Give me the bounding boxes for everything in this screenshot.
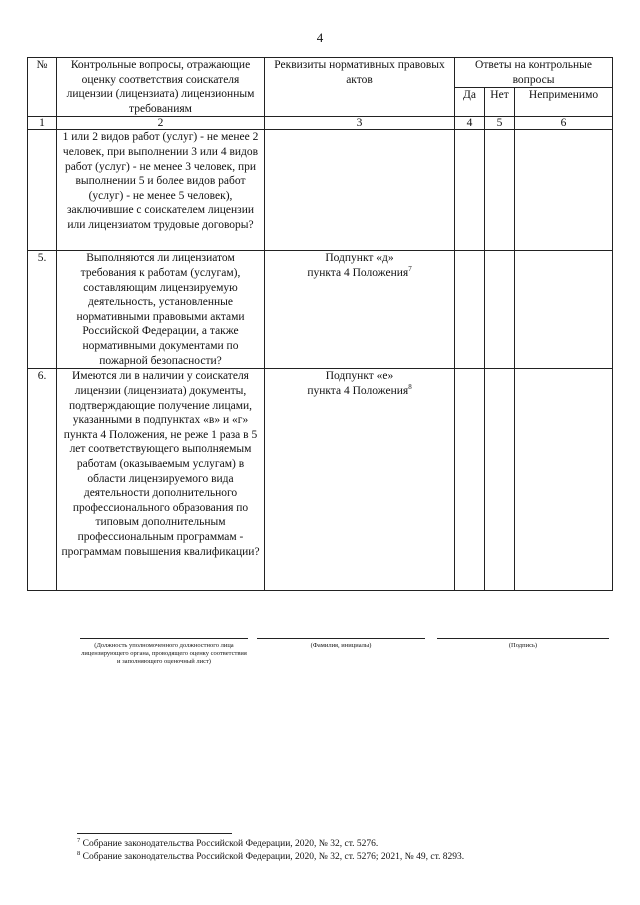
footnote xyxy=(77,851,464,863)
row-question: Имеются ли в наличии у соискателя лицензии (лицензиата) документы, подтверждающие получение лицами, указанными в подпунктах «в» и «г» пункта 4 Положения, не реже 1 раза в 5 лет соответствующего выполняемым работам (оказываемым услугам) в области лицензируемого вида деятельности дополнительного профессионального образования по типовым дополнительным профессиональным программам - программам повышения квалификации? xyxy=(57,369,265,591)
answer-no-cell[interactable] xyxy=(485,369,515,591)
table-row xyxy=(28,251,613,369)
row-number xyxy=(28,130,57,251)
sign-caption: (Подпись) xyxy=(508,642,538,649)
row-legal-act xyxy=(265,251,455,369)
header-answer-not-applicable: Неприменимо xyxy=(515,88,613,117)
row-legal-act xyxy=(265,369,455,591)
name-caption: (Фамилия, инициалы) xyxy=(310,642,372,649)
row-legal-act xyxy=(265,130,455,251)
row-question: 1 или 2 видов работ (услуг) - не менее 2 человек, при выполнении 3 или 4 видов работ (услуг) - не менее 3 человек, при выполнении 5 и более видов работ (услуг) - не менее 5 человек), заключившие с соискателем лицензии или лицензиатом трудовые договоры? xyxy=(57,130,265,251)
footnote-separator xyxy=(77,833,232,834)
table-header-row xyxy=(28,58,613,88)
legal-act-line: пункта 4 Положения xyxy=(307,384,409,397)
column-number: 5 xyxy=(485,117,515,130)
table-row xyxy=(28,130,613,251)
row-number: 5. xyxy=(28,251,57,369)
legal-act-line: Подпункт «е» xyxy=(325,370,394,383)
header-questions: Контрольные вопросы, отражающие оценку соответствия соискателя лицензии (лицензиата) лицензионным требованиям xyxy=(57,58,265,117)
header-number: № xyxy=(28,58,57,117)
legal-act-line: пункта 4 Положения xyxy=(307,266,409,279)
row-number: 6. xyxy=(28,369,57,591)
footnote-text: Собрание законодательства Российской Федерации, 2020, № 32, ст. 5276; 2021, № 49, ст. 8293. xyxy=(80,852,465,862)
answer-yes-cell[interactable] xyxy=(455,251,485,369)
footnote-ref: 8 xyxy=(408,383,412,392)
table-row xyxy=(28,369,613,591)
position-signature-line[interactable] xyxy=(80,638,248,639)
page-number: 4 xyxy=(316,30,324,45)
answer-no-cell[interactable] xyxy=(485,130,515,251)
answer-not-applicable-cell[interactable] xyxy=(515,369,613,591)
column-number: 1 xyxy=(28,117,57,130)
column-number: 6 xyxy=(515,117,613,130)
answer-not-applicable-cell[interactable] xyxy=(515,130,613,251)
column-numbering-row xyxy=(28,117,613,130)
row-question: Выполняются ли лицензиатом требования к работам (услугам), составляющим лицензируемую деятельность, установленные нормативными правовыми актами Российской Федерации, а также нормативными документами по пожарной безопасности? xyxy=(57,251,265,369)
answer-yes-cell[interactable] xyxy=(455,130,485,251)
footnote-mark: 7 xyxy=(77,836,81,844)
header-answers: Ответы на контрольные вопросы xyxy=(455,58,613,88)
name-signature-line[interactable] xyxy=(257,638,425,639)
footnote-ref: 7 xyxy=(408,265,412,274)
footnote-text: Собрание законодательства Российской Федерации, 2020, № 32, ст. 5276. xyxy=(80,839,379,849)
column-number: 3 xyxy=(265,117,455,130)
column-number: 4 xyxy=(455,117,485,130)
answer-yes-cell[interactable] xyxy=(455,369,485,591)
checklist-table xyxy=(27,57,613,591)
footnote-mark: 8 xyxy=(77,849,81,857)
column-number: 2 xyxy=(57,117,265,130)
position-caption: (Должность уполномоченного должностного лица лицензирующего органа, проводящего оценку соответствия и заполняющего оценочный лист) xyxy=(81,642,247,665)
answer-not-applicable-cell[interactable] xyxy=(515,251,613,369)
signature-line[interactable] xyxy=(437,638,609,639)
answer-no-cell[interactable] xyxy=(485,251,515,369)
header-legal-acts: Реквизиты нормативных правовых актов xyxy=(265,58,455,117)
footnote xyxy=(77,838,378,850)
legal-act-line: Подпункт «д» xyxy=(325,252,394,265)
header-answer-yes: Да xyxy=(455,88,485,117)
header-answer-no: Нет xyxy=(485,88,515,117)
